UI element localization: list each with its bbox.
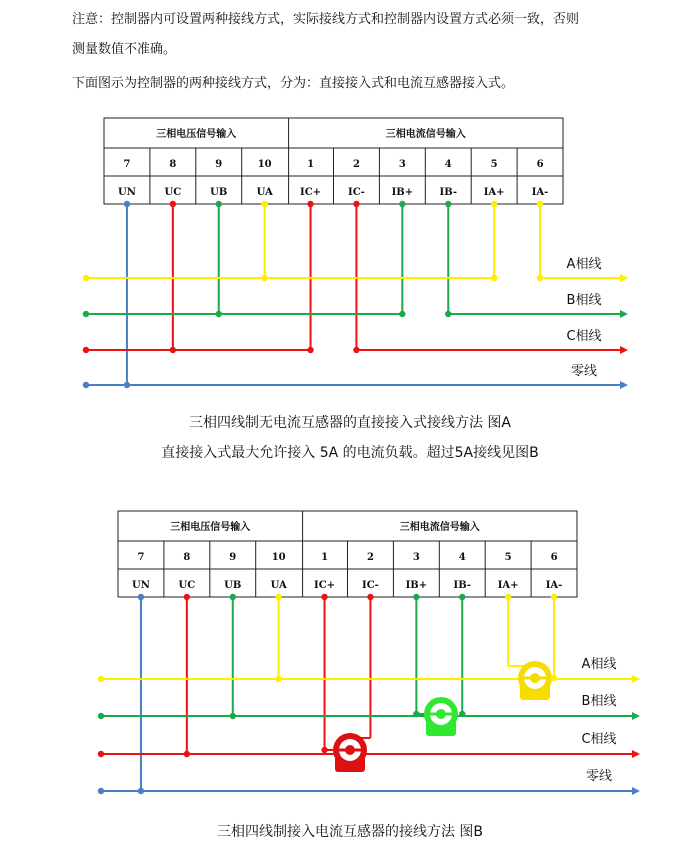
- fig-b-junction-dot: [138, 594, 144, 600]
- fig-a-terminal-name: UC: [164, 187, 182, 198]
- figure-b-caption: 三相四线制接入电流互感器的接线方法 图B: [216, 824, 484, 840]
- fig-a-junction-dot: [307, 201, 313, 207]
- fig-b-c-line-label: C相线: [581, 732, 617, 747]
- fig-b-terminal-name: IA-: [545, 580, 563, 591]
- fig-b-terminal-number: 5: [504, 552, 512, 563]
- fig-a-c-line-label: C相线: [566, 329, 602, 344]
- fig-a-terminal-name: UA: [256, 187, 273, 198]
- fig-a-terminal-name: UB: [210, 187, 228, 198]
- fig-a-junction-dot: [170, 347, 176, 353]
- note-line-3: 下面图示为控制器的两种接线方式，分为：直接接入式和电流互感器接入式。: [72, 76, 515, 91]
- fig-b-terminal-number: 4: [458, 552, 466, 563]
- fig-b-terminal-number: 7: [137, 552, 145, 563]
- figure-a-caption: 三相四线制无电流互感器的直接接入式接线方法 图A: [188, 415, 512, 431]
- fig-b-terminal-number: 3: [412, 552, 420, 563]
- note-line-2: 测量数值不准确。: [72, 42, 177, 57]
- fig-b-a-arrow: [632, 675, 640, 683]
- fig-a-junction-dot: [353, 347, 359, 353]
- fig-b-terminal-name: IB+: [405, 580, 428, 591]
- fig-a-junction-dot: [353, 201, 359, 207]
- fig-b-terminal-number: 9: [229, 552, 237, 563]
- fig-b-junction-dot: [98, 788, 104, 794]
- fig-b-junction-dot: [98, 713, 104, 719]
- fig-a-neutral-arrow: [620, 381, 628, 389]
- fig-a-junction-dot: [491, 275, 497, 281]
- fig-b-ct-b-icon: [424, 697, 458, 736]
- fig-a-b-arrow: [620, 310, 628, 318]
- fig-b-junction-dot: [275, 594, 281, 600]
- fig-a-terminal-number: 7: [123, 159, 131, 170]
- fig-a-junction-dot: [170, 201, 176, 207]
- note-line-1: 注意：控制器内可设置两种接线方式，实际接线方式和控制器内设置方式必须一致，否则: [72, 12, 580, 27]
- fig-b-junction-dot: [367, 594, 373, 600]
- fig-a-terminal-number: 3: [398, 159, 406, 170]
- fig-a-neutral-label: 零线: [570, 364, 598, 379]
- fig-a-junction-dot: [261, 201, 267, 207]
- fig-a-terminal-number: 6: [536, 159, 544, 170]
- fig-a-terminal-number: 1: [307, 159, 315, 170]
- fig-a-terminal-name: UN: [118, 187, 136, 198]
- fig-a-c-arrow: [620, 346, 628, 354]
- fig-b-junction-dot: [551, 594, 557, 600]
- fig-b-junction-dot: [98, 751, 104, 757]
- fig-a-terminal-name: IA+: [483, 187, 505, 198]
- fig-b-terminal-name: IC+: [314, 580, 336, 591]
- fig-a-terminal-number: 4: [444, 159, 452, 170]
- fig-a-terminal-name: IB+: [391, 187, 414, 198]
- fig-a-junction-dot: [491, 201, 497, 207]
- fig-b-junction-dot: [138, 788, 144, 794]
- fig-b-junction-dot: [413, 594, 419, 600]
- fig-a-junction-dot: [83, 347, 89, 353]
- fig-b-junction-dot: [459, 594, 465, 600]
- fig-a-voltage-header: 三相电压信号输入: [156, 129, 237, 140]
- fig-a-b-line-label: B相线: [566, 293, 602, 308]
- fig-b-ct-a-icon: [518, 661, 552, 700]
- fig-b-terminal-name: UC: [178, 580, 196, 591]
- fig-b-c-arrow: [632, 750, 640, 758]
- fig-a-terminal-number: 8: [169, 159, 177, 170]
- fig-b-junction-dot: [184, 751, 190, 757]
- fig-b-ct-c-icon: [333, 733, 367, 772]
- fig-a-terminal-number: 5: [490, 159, 498, 170]
- fig-b-terminal-name: IA+: [497, 580, 519, 591]
- fig-b-terminal-name: UA: [270, 580, 287, 591]
- fig-b-junction-dot: [184, 594, 190, 600]
- fig-b-junction-dot: [98, 676, 104, 682]
- fig-b-terminal-number: 6: [550, 552, 558, 563]
- fig-b-junction-dot: [321, 747, 327, 753]
- fig-a-junction-dot: [261, 275, 267, 281]
- fig-b-junction-dot: [230, 594, 236, 600]
- fig-a-junction-dot: [83, 382, 89, 388]
- fig-a-junction-dot: [124, 382, 130, 388]
- fig-a-junction-dot: [537, 201, 543, 207]
- fig-b-voltage-header: 三相电压信号输入: [170, 522, 251, 533]
- fig-a-junction-dot: [445, 201, 451, 207]
- fig-b-b-arrow: [632, 712, 640, 720]
- fig-b-terminal-number: 8: [183, 552, 191, 563]
- fig-b-junction-dot: [230, 713, 236, 719]
- fig-b-terminal-name: UN: [132, 580, 150, 591]
- fig-b-junction-dot: [459, 711, 465, 717]
- figure-a-note: 直接接入式最大允许接入 5A 的电流负载。超过5A接线见图B: [161, 445, 539, 461]
- fig-a-terminal-name: IC-: [348, 187, 365, 198]
- fig-a-current-header: 三相电流信号输入: [385, 129, 466, 140]
- fig-a-junction-dot: [124, 201, 130, 207]
- fig-b-junction-dot: [413, 711, 419, 717]
- fig-b-terminal-number: 2: [366, 552, 374, 563]
- fig-b-junction-dot: [321, 594, 327, 600]
- fig-b-a-line-label: A相线: [581, 657, 617, 672]
- fig-b-junction-dot: [275, 676, 281, 682]
- fig-b-junction-dot: [505, 594, 511, 600]
- fig-a-terminal-number: 10: [257, 159, 272, 170]
- fig-a-junction-dot: [445, 311, 451, 317]
- fig-a-junction-dot: [216, 311, 222, 317]
- fig-a-junction-dot: [399, 311, 405, 317]
- fig-b-junction-dot: [551, 675, 557, 681]
- fig-a-junction-dot: [83, 275, 89, 281]
- fig-a-terminal-name: IB-: [439, 187, 457, 198]
- fig-a-terminal-number: 2: [352, 159, 360, 170]
- fig-a-a-line-label: A相线: [566, 257, 602, 272]
- fig-a-junction-dot: [537, 275, 543, 281]
- fig-b-neutral-label: 零线: [585, 769, 613, 784]
- fig-a-junction-dot: [83, 311, 89, 317]
- fig-a-junction-dot: [307, 347, 313, 353]
- fig-b-terminal-name: IC-: [362, 580, 379, 591]
- fig-b-terminal-name: IB-: [453, 580, 471, 591]
- fig-a-junction-dot: [216, 201, 222, 207]
- fig-b-b-line-label: B相线: [581, 694, 617, 709]
- fig-b-terminal-number: 1: [321, 552, 329, 563]
- fig-b-terminal-number: 10: [271, 552, 286, 563]
- fig-a-terminal-name: IC+: [300, 187, 322, 198]
- fig-b-current-header: 三相电流信号输入: [399, 522, 480, 533]
- fig-a-terminal-number: 9: [215, 159, 223, 170]
- fig-b-neutral-arrow: [632, 787, 640, 795]
- fig-a-a-arrow: [620, 274, 628, 282]
- fig-a-terminal-name: IA-: [531, 187, 549, 198]
- fig-a-junction-dot: [399, 201, 405, 207]
- fig-b-terminal-name: UB: [224, 580, 242, 591]
